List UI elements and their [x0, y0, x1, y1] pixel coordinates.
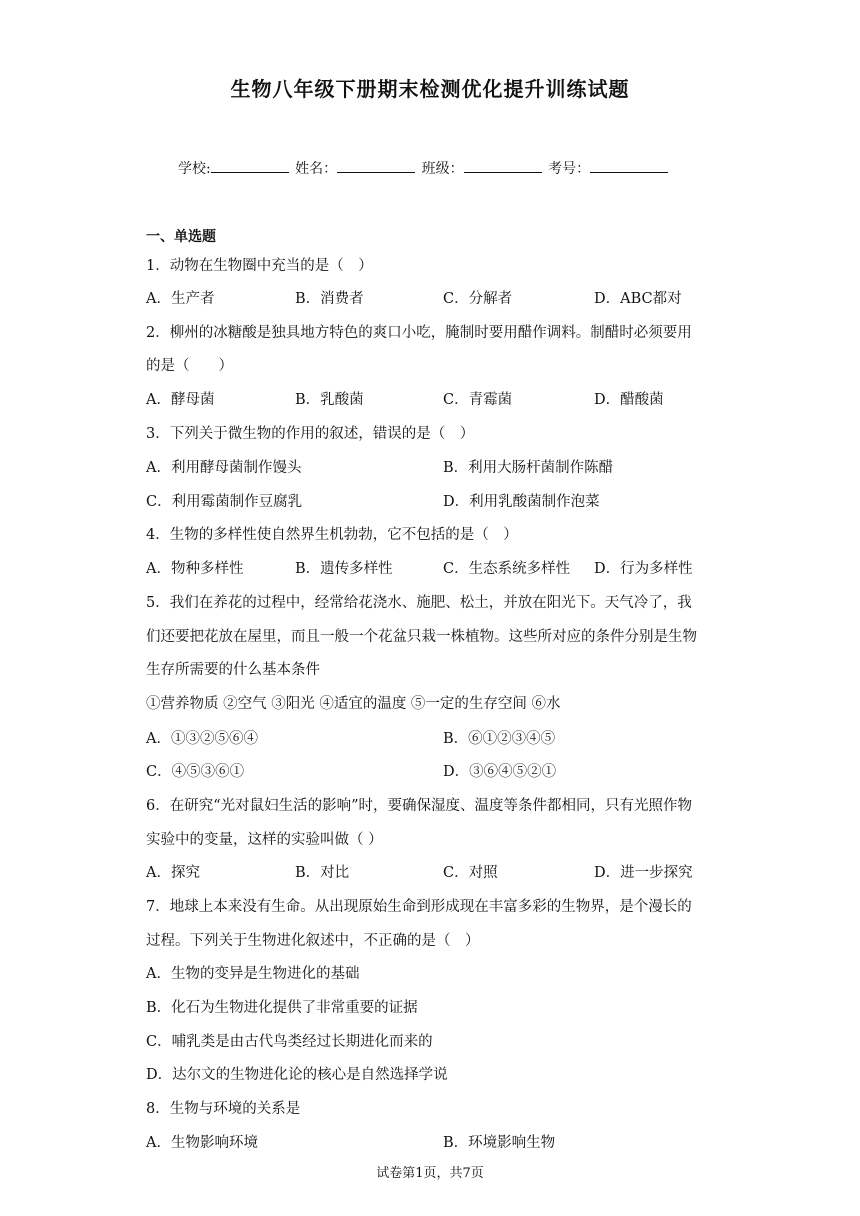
option-a[interactable]: A．生物的变异是生物进化的基础	[146, 966, 360, 982]
option-d[interactable]: D．ABC都对	[594, 291, 682, 307]
option-b[interactable]: B．遗传多样性	[295, 561, 393, 577]
option-d[interactable]: D．达尔文的生物进化论的核心是自然选择学说	[146, 1067, 448, 1083]
option-b[interactable]: B．对比	[295, 865, 350, 881]
option-b[interactable]: B．乳酸菌	[295, 392, 364, 408]
school-blank[interactable]	[211, 158, 289, 173]
page-title: 生物八年级下册期末检测优化提升训练试题	[230, 77, 630, 101]
option-a[interactable]: A．探究	[146, 865, 200, 881]
class-blank[interactable]	[464, 158, 542, 173]
page-footer: 试卷第1页，共7页	[376, 1166, 484, 1181]
school-label: 学校:	[178, 161, 211, 177]
class-label: 班级：	[421, 161, 464, 177]
option-d[interactable]: D．利用乳酸菌制作泡菜	[443, 494, 600, 510]
question-6-text: 6．在研究“光对鼠妇生活的影响”时，要确保湿度、温度等条件都相同，只有光照作物	[146, 798, 693, 814]
question-5-text-cont2: 生存所需要的什么基本条件	[146, 662, 320, 678]
option-a[interactable]: A．酵母菌	[146, 392, 215, 408]
question-6-text-cont: 实验中的变量，这样的实验叫做（ ）	[146, 832, 383, 848]
option-c[interactable]: C．分解者	[443, 291, 513, 307]
option-b[interactable]: B．消费者	[295, 291, 364, 307]
option-b[interactable]: B．⑥①②③④⑤	[443, 731, 556, 747]
option-a[interactable]: A．①③②⑤⑥④	[146, 731, 258, 747]
option-b[interactable]: B．利用大肠杆菌制作陈醋	[443, 460, 614, 476]
option-a[interactable]: A．物种多样性	[146, 561, 244, 577]
exam-no-label: 考号：	[548, 161, 591, 177]
question-8-text: 8．生物与环境的关系是	[146, 1101, 301, 1117]
option-b[interactable]: B．化石为生物进化提供了非常重要的证据	[146, 1000, 418, 1016]
question-7-text-cont: 过程。下列关于生物进化叙述中，不正确的是（ ）	[146, 933, 480, 949]
exam-no-blank[interactable]	[590, 158, 668, 173]
question-7-text: 7．地球上本来没有生命。从出现原始生命到形成现在丰富多彩的生物界，是个漫长的	[146, 899, 692, 915]
question-3-text: 3．下列关于微生物的作用的叙述，错误的是（ ）	[146, 426, 475, 442]
question-1-text: 1．动物在生物圈中充当的是（ ）	[146, 258, 373, 274]
option-c[interactable]: C．④⑤③⑥①	[146, 764, 245, 780]
name-blank[interactable]	[337, 158, 415, 173]
section-heading: 一、单选题	[146, 229, 216, 245]
option-c[interactable]: C．生态系统多样性	[443, 561, 571, 577]
name-label: 姓名：	[295, 161, 338, 177]
question-5-text: 5．我们在养花的过程中，经常给花浇水、施肥、松土，并放在阳光下。天气冷了，我	[146, 595, 692, 611]
option-a[interactable]: A．生产者	[146, 291, 215, 307]
student-info-line	[178, 158, 670, 178]
option-a[interactable]: A．生物影响环境	[146, 1135, 258, 1151]
question-2-text-cont: 的是（ ）	[146, 358, 233, 374]
question-4-text: 4．生物的多样性使自然界生机勃勃，它不包括的是（ ）	[146, 527, 518, 543]
option-d[interactable]: D．行为多样性	[594, 561, 693, 577]
option-d[interactable]: D．醋酸菌	[594, 392, 664, 408]
option-d[interactable]: D．进一步探究	[594, 865, 693, 881]
option-c[interactable]: C．青霉菌	[443, 392, 513, 408]
option-c[interactable]: C．利用霉菌制作豆腐乳	[146, 494, 303, 510]
question-5-text-cont: 们还要把花放在屋里，而且一般一个花盆只栽一株植物。这些所对应的条件分别是生物	[146, 629, 697, 645]
question-2-text: 2．柳州的冰糖酸是独具地方特色的爽口小吃，腌制时要用醋作调料。制醋时必须要用	[146, 325, 692, 341]
option-b[interactable]: B．环境影响生物	[443, 1135, 556, 1151]
option-a[interactable]: A．利用酵母菌制作馒头	[146, 460, 302, 476]
question-5-conditions: ①营养物质 ②空气 ③阳光 ④适宜的温度 ⑤一定的生存空间 ⑥水	[146, 696, 561, 712]
option-d[interactable]: D．③⑥④⑤②①	[443, 764, 557, 780]
option-c[interactable]: C．哺乳类是由古代鸟类经过长期进化而来的	[146, 1034, 433, 1050]
option-c[interactable]: C．对照	[443, 865, 498, 881]
